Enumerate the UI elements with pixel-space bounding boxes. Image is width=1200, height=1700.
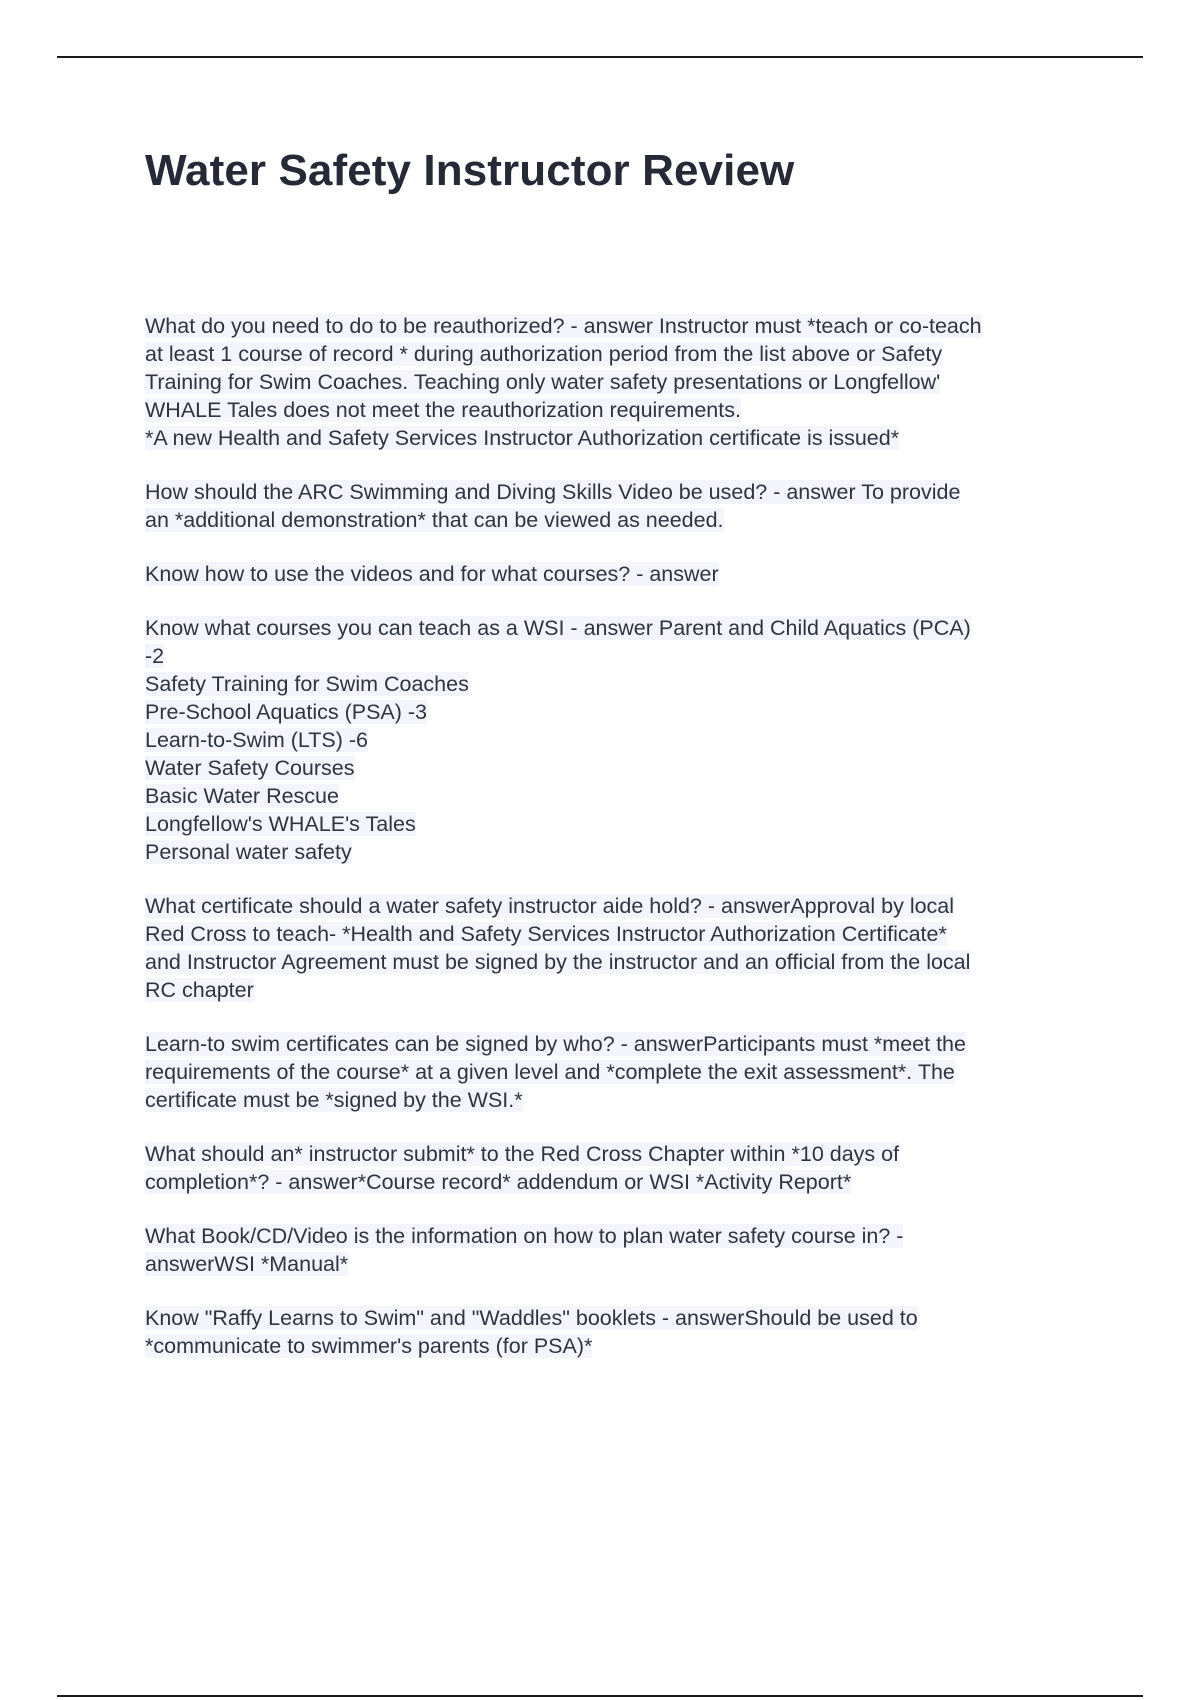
qa-line bbox=[145, 782, 1090, 810]
qa-item bbox=[145, 1222, 1090, 1278]
qa-item bbox=[145, 1030, 1090, 1114]
qa-line bbox=[145, 614, 1090, 642]
qa-text: Red Cross to teach- *Health and Safety Services Instructor Authorization Certificate* bbox=[145, 922, 947, 946]
qa-item bbox=[145, 892, 1090, 1004]
qa-line bbox=[145, 396, 1090, 424]
bottom-divider bbox=[57, 1695, 1143, 1697]
qa-line bbox=[145, 1304, 1090, 1332]
qa-line bbox=[145, 1086, 1090, 1114]
qa-line bbox=[145, 642, 1090, 670]
qa-text: answerWSI *Manual* bbox=[145, 1252, 349, 1276]
qa-line bbox=[145, 920, 1090, 948]
qa-text: Pre-School Aquatics (PSA) -3 bbox=[145, 700, 428, 724]
qa-line bbox=[145, 698, 1090, 726]
qa-text: at least 1 course of record * during authorization period from the list above or Safety bbox=[145, 342, 943, 366]
qa-text: What do you need to do to be reauthorized? - answer Instructor must *teach or co-teach bbox=[145, 314, 982, 338]
qa-line bbox=[145, 1222, 1090, 1250]
qa-text: and Instructor Agreement must be signed by the instructor and an official from the local bbox=[145, 950, 971, 974]
qa-item bbox=[145, 1140, 1090, 1196]
qa-list bbox=[145, 312, 1090, 1386]
qa-line bbox=[145, 1030, 1090, 1058]
qa-text: Training for Swim Coaches. Teaching only water safety presentations or Longfellow' bbox=[145, 370, 941, 394]
qa-text: WHALE Tales does not meet the reauthorization requirements. bbox=[145, 398, 741, 422]
qa-text: What certificate should a water safety instructor aide hold? - answerApproval by local bbox=[145, 894, 955, 918]
qa-text: requirements of the course* at a given level and *complete the exit assessment*. The bbox=[145, 1060, 955, 1084]
qa-line bbox=[145, 312, 1090, 340]
qa-text: completion*? - answer*Course record* addendum or WSI *Activity Report* bbox=[145, 1170, 852, 1194]
qa-text: Know how to use the videos and for what courses? - answer bbox=[145, 562, 719, 586]
qa-item bbox=[145, 478, 1090, 534]
qa-line bbox=[145, 506, 1090, 534]
qa-text: What should an* instructor submit* to the Red Cross Chapter within *10 days of bbox=[145, 1142, 900, 1166]
qa-text: an *additional demonstration* that can be viewed as needed. bbox=[145, 508, 724, 532]
qa-text: How should the ARC Swimming and Diving Skills Video be used? - answer To provide bbox=[145, 480, 961, 504]
qa-line bbox=[145, 478, 1090, 506]
qa-line bbox=[145, 1168, 1090, 1196]
qa-line bbox=[145, 976, 1090, 1004]
qa-line bbox=[145, 1058, 1090, 1086]
qa-text: Personal water safety bbox=[145, 840, 352, 864]
qa-line bbox=[145, 754, 1090, 782]
qa-text: Basic Water Rescue bbox=[145, 784, 339, 808]
qa-text: certificate must be *signed by the WSI.* bbox=[145, 1088, 523, 1112]
qa-text: RC chapter bbox=[145, 978, 254, 1002]
qa-line bbox=[145, 810, 1090, 838]
page-title: Water Safety Instructor Review bbox=[145, 146, 795, 195]
qa-text: Learn-to swim certificates can be signed by who? - answerParticipants must *meet the bbox=[145, 1032, 966, 1056]
qa-line bbox=[145, 1332, 1090, 1360]
qa-text: Longfellow's WHALE's Tales bbox=[145, 812, 416, 836]
qa-text: *communicate to swimmer's parents (for PSA)* bbox=[145, 1334, 593, 1358]
qa-line bbox=[145, 1140, 1090, 1168]
qa-text: What Book/CD/Video is the information on how to plan water safety course in? - bbox=[145, 1224, 904, 1248]
qa-line bbox=[145, 560, 1090, 588]
top-divider bbox=[57, 56, 1143, 58]
qa-line bbox=[145, 424, 1090, 452]
qa-line bbox=[145, 1250, 1090, 1278]
qa-text: -2 bbox=[145, 644, 165, 668]
qa-text: Know "Raffy Learns to Swim" and "Waddles" booklets - answerShould be used to bbox=[145, 1306, 918, 1330]
qa-text: *A new Health and Safety Services Instructor Authorization certificate is issued* bbox=[145, 426, 900, 450]
qa-item bbox=[145, 312, 1090, 452]
qa-item bbox=[145, 614, 1090, 866]
qa-text: Water Safety Courses bbox=[145, 756, 355, 780]
qa-line bbox=[145, 368, 1090, 396]
qa-text: Safety Training for Swim Coaches bbox=[145, 672, 469, 696]
qa-text: Know what courses you can teach as a WSI - answer Parent and Child Aquatics (PCA) bbox=[145, 616, 971, 640]
qa-line bbox=[145, 670, 1090, 698]
qa-line bbox=[145, 838, 1090, 866]
qa-line bbox=[145, 948, 1090, 976]
qa-text: Learn-to-Swim (LTS) -6 bbox=[145, 728, 369, 752]
qa-line bbox=[145, 340, 1090, 368]
qa-item bbox=[145, 560, 1090, 588]
qa-item bbox=[145, 1304, 1090, 1360]
qa-line bbox=[145, 726, 1090, 754]
qa-line bbox=[145, 892, 1090, 920]
